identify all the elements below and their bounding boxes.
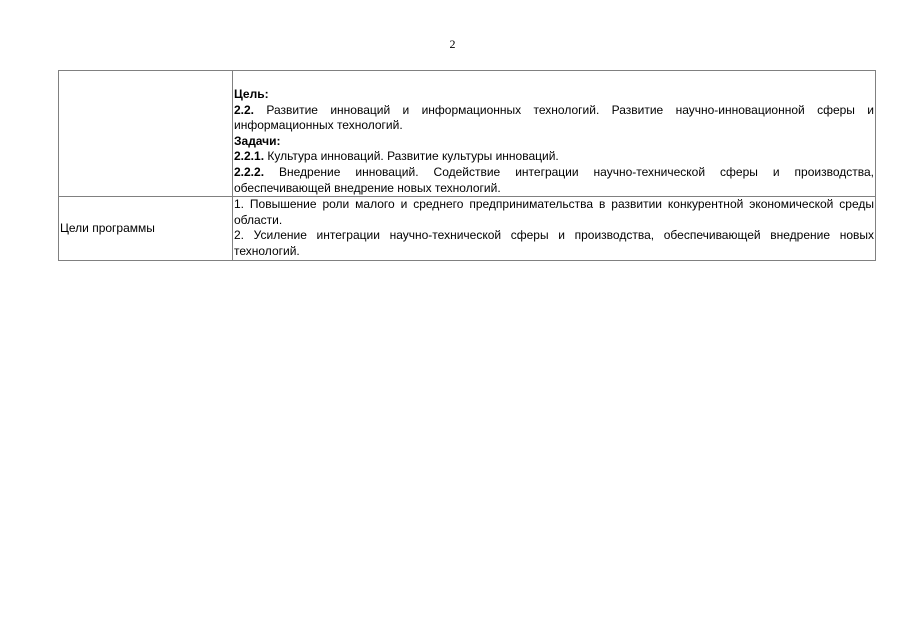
table-row-program-goals [59,197,876,260]
row-label-program-goals: Цели программы [59,197,233,260]
task-paragraph-2 [234,165,874,196]
task-2-number: 2.2.2. [234,164,265,179]
goals-tasks-cell [233,71,876,197]
page-number: 2 [449,37,456,51]
goal-text: Развитие инноваций и информационных технологий. Развитие научно-инновационной сферы и информационных технологий. [234,102,874,133]
tasks-heading: Задачи: [234,133,281,148]
table-row-goals-tasks [59,71,876,197]
goal-heading: Цель: [234,87,269,101]
program-table [58,70,876,261]
row-label-empty [59,71,233,197]
task-2-text: Внедрение инноваций. Содействие интеграции научно-технической сферы и производства, обеспечивающей внедрение новых технологий. [234,164,874,195]
task-paragraph-1 [234,149,874,165]
program-goal-1: 1. Повышение роли малого и среднего предпринимательства в развитии конкурентной экономической среды области. [234,197,874,227]
task-1-number: 2.2.1. [234,149,265,164]
goal-paragraph [234,103,874,134]
program-goal-2: 2. Усиление интеграции научно-технической сферы и производства, обеспечивающей внедрение новых технологий. [234,228,874,258]
goal-number: 2.2. [234,102,255,117]
program-goals-cell [233,197,876,260]
task-1-text: Культура инноваций. Развитие культуры инноваций. [264,149,559,164]
